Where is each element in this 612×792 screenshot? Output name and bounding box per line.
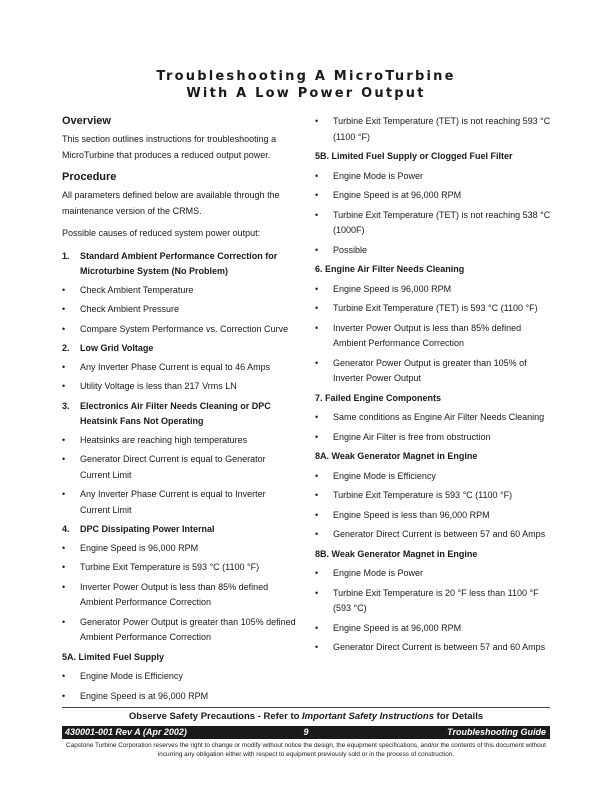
section-5b-heading: 5B. Limited Fuel Supply or Clogged Fuel Filter <box>315 151 513 161</box>
list-item: • Utility Voltage is less than 217 Vrms LN <box>62 381 237 391</box>
section-8b-heading: 8B. Weak Generator Magnet in Engine <box>315 548 478 559</box>
page-title <box>0 68 612 102</box>
disclaimer: Capstone Turbine Corporation reserves the right to change or modify without notice the design, the equipment specifications, and/or the contents of this document without incurring any obligation either with respect to equipment previously sold or in the process of construction. <box>66 742 546 758</box>
list-item: • Engine Speed is at 96,000 RPM <box>62 690 209 701</box>
procedure-heading: Procedure <box>62 171 117 183</box>
list-item: • Heatsinks are reaching high temperatures <box>62 434 248 445</box>
title-line-1: Troubleshooting A MicroTurbine <box>156 69 456 84</box>
list-item: • Engine Mode is Power <box>315 170 424 181</box>
list-item: • Check Ambient Temperature <box>62 284 194 295</box>
list-item: • Any Inverter Phase Current is equal to 46 Amps <box>62 361 271 372</box>
list-item: • Generator Power Output is greater than 105% of Inverter Power Output <box>315 357 527 383</box>
list-item: • Generator Direct Current is equal to Generator Current Limit <box>62 454 266 480</box>
section-7-heading: 7. Failed Engine Components <box>315 392 442 403</box>
section-8a-heading: 8A. Weak Generator Magnet in Engine <box>315 451 478 461</box>
list-item: • Any Inverter Phase Current is equal to Inverter Current Limit <box>62 489 266 515</box>
list-item: • Inverter Power Output is less than 85% defined Ambient Performance Correction <box>62 581 269 607</box>
section-1-heading: 1. Standard Ambient Performance Correction for Microturbine System (No Problem) <box>62 250 278 276</box>
right-column <box>315 114 553 660</box>
guide-name: Troubleshooting Guide <box>447 727 546 737</box>
list-item: • Same conditions as Engine Air Filter Needs Cleaning <box>315 412 545 422</box>
list-item: • Engine Mode is Efficiency <box>62 671 183 681</box>
procedure-text-1: All parameters defined below are available through the maintenance version of the CRMS. <box>62 190 280 216</box>
list-item: • Engine Speed is less than 96,000 RPM <box>315 509 490 520</box>
doc-id: 430001-001 Rev A (Apr 2002) <box>65 727 187 737</box>
page-number: 9 <box>303 727 309 737</box>
list-item: • Turbine Exit Temperature (TET) is 593 °C (1100 °F) <box>315 303 538 313</box>
list-item: • Possible <box>315 244 368 255</box>
footer-bar <box>62 726 550 739</box>
list-item: • Engine Air Filter is free from obstruction <box>315 431 491 442</box>
list-item: • Engine Mode is Power <box>315 568 424 578</box>
section-4-heading: 4. DPC Dissipating Power Internal <box>62 524 215 534</box>
section-6-heading: 6. Engine Air Filter Needs Cleaning <box>315 264 465 274</box>
overview-heading: Overview <box>62 115 111 127</box>
list-item: • Generator Power Output is greater than 105% defined Ambient Performance Correction <box>62 616 296 642</box>
list-item: • Engine Speed is at 96,000 RPM <box>315 622 462 633</box>
list-item: • Engine Mode is Efficiency <box>315 470 436 481</box>
list-item: • Turbine Exit Temperature is 593 °C (1100 °F) <box>315 490 513 500</box>
list-item: • Compare System Performance vs. Correction Curve <box>62 323 289 334</box>
list-item: • Turbine Exit Temperature (TET) is not reaching 538 °C (1000F) <box>315 209 551 235</box>
title-line-2: With A Low Power Output <box>186 86 426 101</box>
procedure-text-2: Possible causes of reduced system power output: <box>62 228 261 238</box>
list-item: • Engine Speed is at 96,000 RPM <box>315 190 462 200</box>
list-item: • Generator Direct Current is between 57 and 60 Amps <box>315 529 546 539</box>
list-item: • Generator Direct Current is between 57 and 60 Amps <box>315 642 546 652</box>
section-2-heading: 2. Low Grid Voltage <box>62 343 154 353</box>
list-item: • Turbine Exit Temperature (TET) is not reaching 593 °C (1100 °F) <box>315 116 551 142</box>
list-item: • Inverter Power Output is less than 85% defined Ambient Performance Correction <box>315 322 522 348</box>
list-item: • Turbine Exit Temperature is 593 °C (1100 °F) <box>62 562 260 572</box>
list-item: • Engine Speed is 96,000 RPM <box>315 283 452 294</box>
safety-note: Observe Safety Precautions - Refer to Important Safety Instructions for Details <box>128 711 484 722</box>
overview-text: This section outlines instructions for troubleshooting a MicroTurbine that produces a reduced output power. <box>62 134 277 160</box>
list-item: • Check Ambient Pressure <box>62 304 180 314</box>
list-item: • Engine Speed is 96,000 RPM <box>62 542 199 553</box>
section-5a-heading: 5A. Limited Fuel Supply <box>62 651 165 662</box>
left-column <box>62 114 298 708</box>
section-3-heading: 3. Electronics Air Filter Needs Cleaning or DPC Heatsink Fans Not Operating <box>62 400 271 426</box>
list-item: • Turbine Exit Temperature is 20 °F less than 1100 °F (593 °C) <box>315 587 539 613</box>
footer-divider <box>62 707 550 708</box>
